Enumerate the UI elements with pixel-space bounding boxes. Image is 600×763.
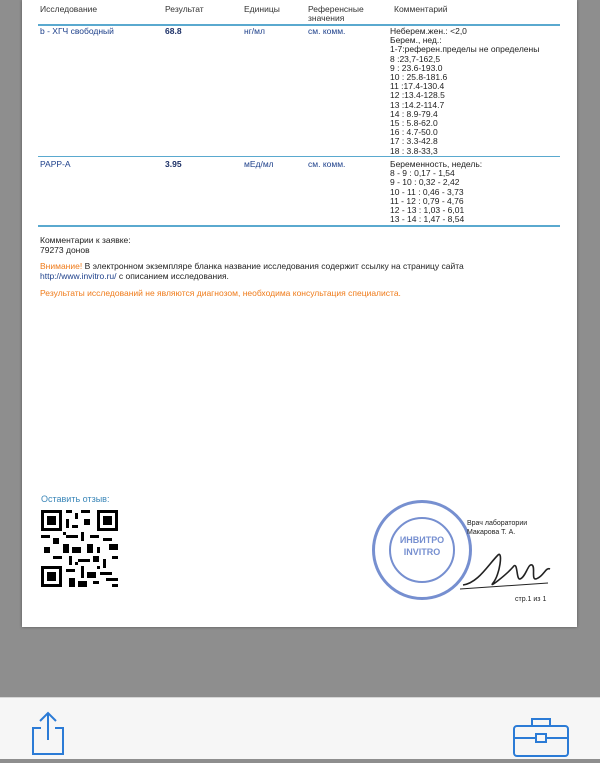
row2-name: PAPP-A xyxy=(40,159,71,169)
row1-name: b - ХГЧ свободный xyxy=(40,26,114,36)
link-line xyxy=(40,271,229,281)
row1-comment: Неберем.жен.: <2,0 Берем., нед.: 1-7:референ.пределы не определены 8 :23,7-162,5 9 : 23.6-193.0 10 : 25.8-181.6 11 :17.4-130.4 12 :13.4-128.5 13 :14.2-114.7 14 : 8.9-79.4 15 : 5.8-62.0 16 : 4.7-50.0 17 : 3.3-42.8 18 : 3.8-33,3 xyxy=(390,26,540,156)
qr-code[interactable] xyxy=(41,510,118,587)
doctor-title: Врач лаборатории xyxy=(467,520,528,527)
table-bottom-divider xyxy=(38,225,560,227)
row-divider xyxy=(38,156,560,157)
header-units: Единицы xyxy=(244,4,280,14)
briefcase-icon xyxy=(510,714,572,758)
row2-units: мЕд/мл xyxy=(244,159,274,169)
header-comment: Комментарий xyxy=(394,4,448,14)
header-result: Результат xyxy=(165,4,204,14)
share-icon xyxy=(28,710,68,756)
row1-reference: см. комм. xyxy=(308,26,346,36)
link-suffix: с описанием исследования. xyxy=(116,271,229,281)
invitro-link[interactable]: http://www.invitro.ru/ xyxy=(40,271,117,281)
attention-text: В электронном экземпляре бланка название исследования содержит ссылку на страницу сайта xyxy=(82,261,464,271)
row2-comment: Беременность, недель: 8 - 9 : 0,17 - 1,54 9 - 10 : 0,32 - 2,42 10 - 11 : 0,46 - 3,73 11 - 12 : 0,79 - 4,76 12 - 13 : 1,03 - 6,01 13 - 14 : 1,47 - 8,54 xyxy=(390,159,483,225)
row2-result: 3.95 xyxy=(165,159,182,169)
report-page xyxy=(22,0,577,627)
feedback-label: Оставить отзыв: xyxy=(41,494,110,504)
stamp-text1: ИНВИТРО xyxy=(399,535,445,545)
comments-label: Комментарии к заявке: xyxy=(40,235,131,245)
stamp xyxy=(372,500,472,600)
share-button[interactable] xyxy=(28,710,68,756)
header-reference: Референсные значения xyxy=(308,4,364,23)
page-number: стр.1 из 1 xyxy=(515,596,547,603)
attention-note xyxy=(40,261,540,271)
signature-icon xyxy=(458,545,553,595)
comments-value: 79273 донов xyxy=(40,245,90,255)
bottom-toolbar xyxy=(0,697,600,759)
row1-result: 68.8 xyxy=(165,26,182,36)
qr-code-icon xyxy=(41,510,118,587)
doctor-name: Макарова Т. А. xyxy=(467,529,516,536)
row1-units: нг/мл xyxy=(244,26,265,36)
header-study: Исследование xyxy=(40,4,98,14)
briefcase-button[interactable] xyxy=(510,714,572,758)
stamp-text2: INVITRO xyxy=(403,547,441,557)
header-divider xyxy=(38,24,560,26)
attention-label: Внимание! xyxy=(40,261,83,271)
disclaimer: Результаты исследований не являются диагнозом, необходима консультация специалиста. xyxy=(40,288,401,298)
row2-reference: см. комм. xyxy=(308,159,346,169)
